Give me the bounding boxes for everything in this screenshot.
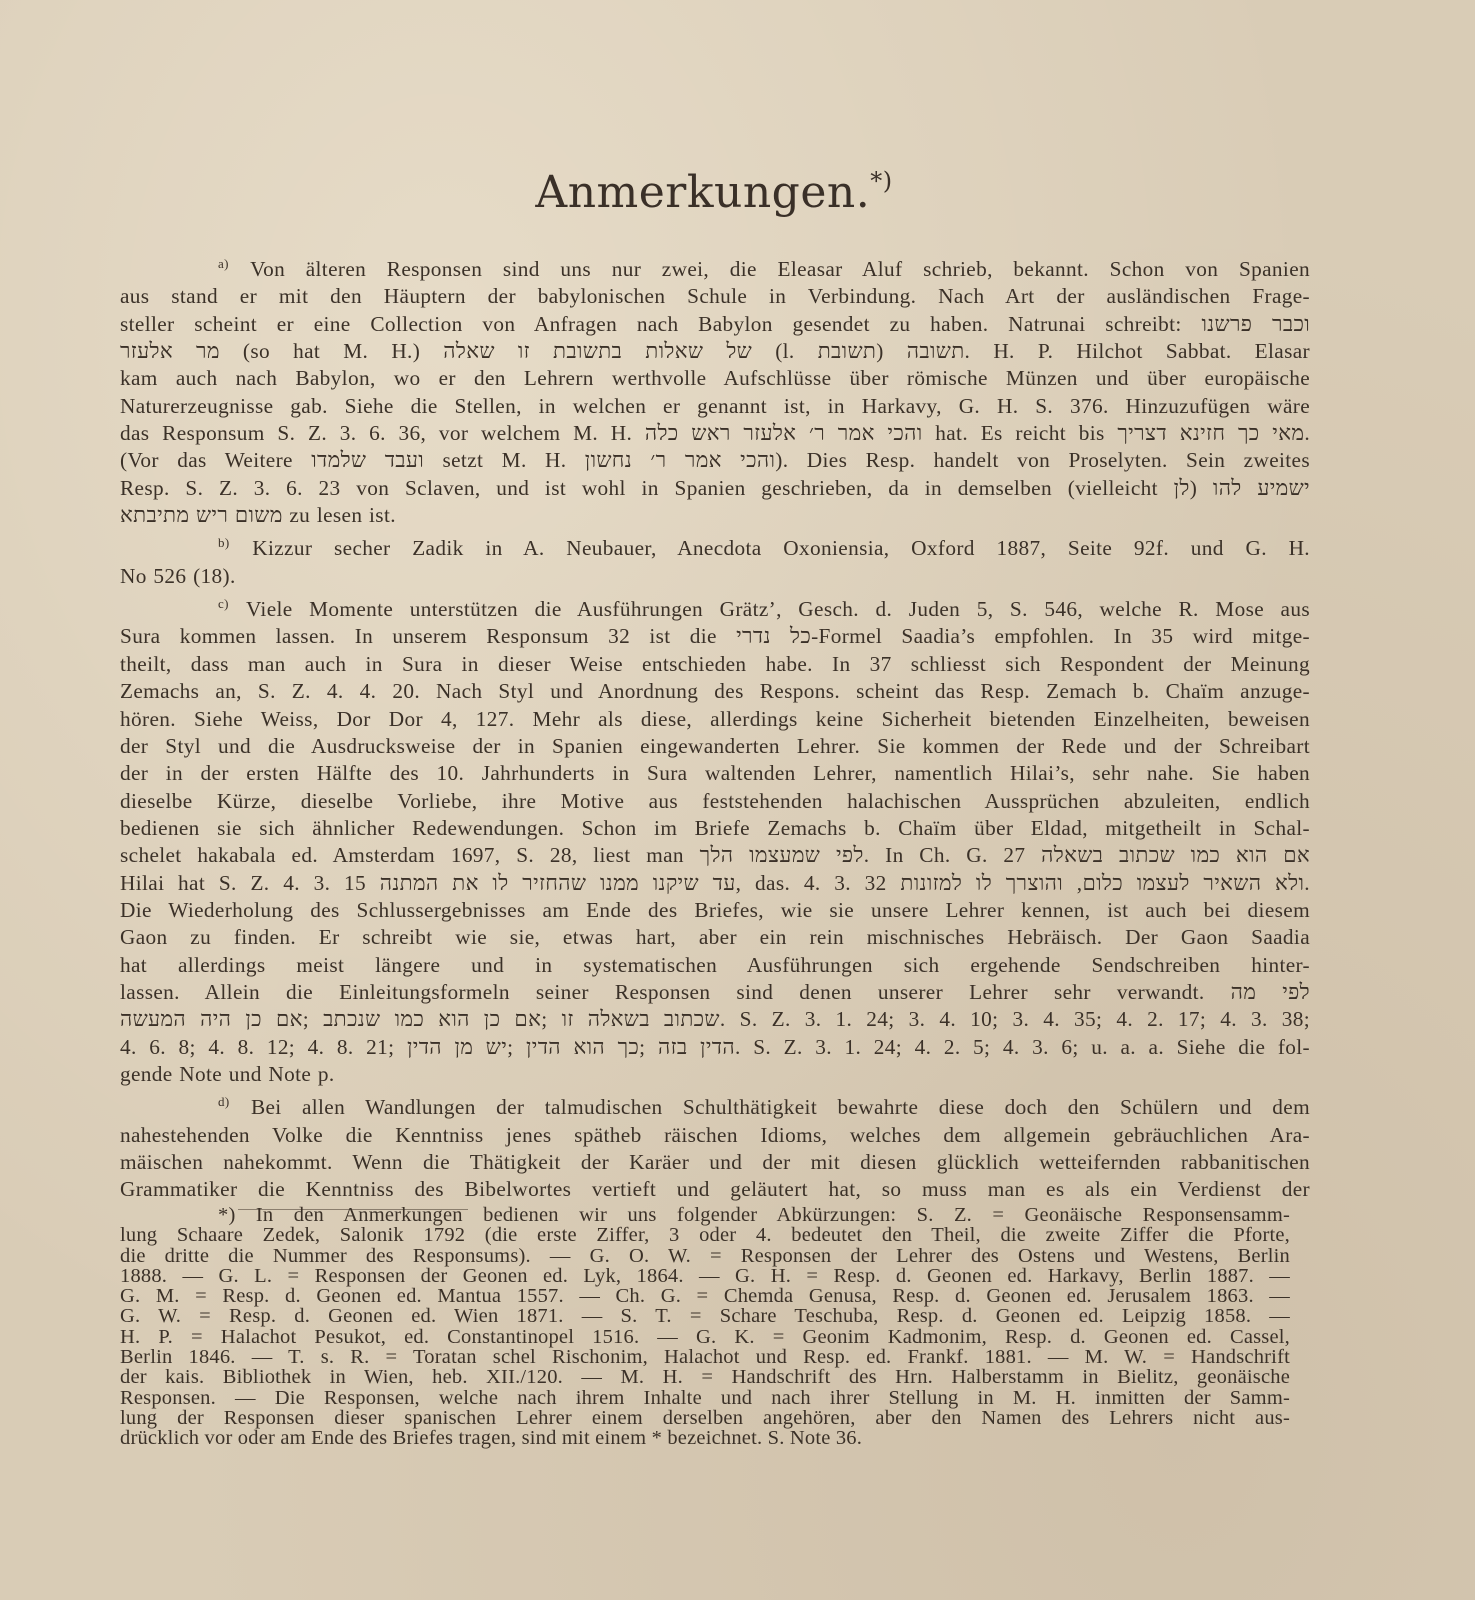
footnote-line: *) In den Anmerkungen bedienen wir uns folgender Abkürzungen: S. Z. = Geonäische Responsensamm-: [218, 1204, 1290, 1226]
footnote-line: H. P. = Halachot Pesukot, ed. Constantinopel 1516. — G. K. = Geonim Kadmonim, Resp. d. Geonen ed. Cassel,: [120, 1325, 1290, 1348]
footnote-line: lung der Responsen dieser spanischen Lehrer einem derselben angehören, aber den Namen des Lehrers nicht aus-: [120, 1406, 1290, 1429]
note-line: Die Wiederholung des Schlussergebnisses am Ende des Briefes, wie sie unsere Lehrer kennen, ist auch bei diesem: [120, 897, 1310, 922]
note-line: מר אלעזר (so hat M. H.) של שאלות בתשובת זו שאלה (l. תשובת) תשובה. H. P. Hilchot Sabbat. Elasar: [120, 339, 1310, 364]
note-line: $^{a)}$ Von älteren Responsen sind uns nur zwei, die Eleasar Aluf schrieb, bekannt. Schon von Spanien: [218, 256, 1310, 281]
note-line: משום ריש מתיבתא zu lesen ist.: [120, 503, 396, 528]
note-line: (Vor das Weitere ועבד שלמדו setzt M. H. והכי אמר ר׳ נחשון). Dies Resp. handelt von Proselyten. Sein zweites: [120, 448, 1310, 473]
note-line: 4. 6. 8; 4. 8. 12; 4. 8. 21; הדין בזה ;כך הוא הדין ;יש מן הדין. S. Z. 3. 1. 24; 4. 2. 5; 4. 3. 6; u. a. a. Siehe die fol-: [120, 1034, 1310, 1059]
note-mark: d): [218, 1094, 230, 1110]
note-line: der in der ersten Hälfte des 10. Jahrhunderts in Sura waltenden Lehrer, namentlich Hilai’s, sehr nahe. Sie haben: [120, 761, 1310, 786]
note-line: bedienen sie sich ähnlicher Redewendungen. Schon im Briefe Zemachs b. Chaïm über Eldad, mitgetheilt in Schal-: [120, 815, 1310, 840]
footnote-line: G. M. = Resp. d. Geonen ed. Mantua 1557. — Ch. G. = Chemda Genusa, Resp. d. Geonen ed. Jerusalem 1863. —: [120, 1285, 1290, 1308]
note-line: gende Note und Note p.: [120, 1061, 335, 1086]
title-footnote-mark: *): [870, 167, 893, 196]
footnote-line: die dritte die Nummer des Responsums). — G. O. W. = Responsen der Lehrer des Ostens und Westens, Berlin: [120, 1244, 1290, 1267]
footnote-line: Berlin 1846. — T. s. R. = Toratan schel Rischonim, Halachot und Resp. ed. Frankf. 1881. — M. W. = Handschrift: [120, 1346, 1290, 1369]
footnote-line: der kais. Bibliothek in Wien, heb. XII./120. — M. H. = Handschrift des Hrn. Halberstamm in Bielitz, geonäische: [120, 1366, 1290, 1389]
page-title: [118, 167, 1310, 218]
note-line: Sura kommen lassen. In unserem Responsum 32 ist die כל נדרי-Formel Saadia’s empfohlen. In 35 wird mitge-: [120, 624, 1310, 649]
footnote-line: 1888. — G. L. = Responsen der Geonen ed. Lyk, 1864. — G. H. = Resp. d. Geonen ed. Harkavy, Berlin 1887. —: [120, 1264, 1290, 1287]
note-b: [120, 529, 1310, 590]
note-line: dieselbe Kürze, dieselbe Vorliebe, ihre Motive aus feststehenden halachischen Aussprüchen abzuleiten, endlich: [120, 788, 1310, 813]
note-line: Grammatiker die Kenntniss des Bibelwortes vertieft und geläutert hat, so muss man es als ein Verdienst der: [120, 1177, 1310, 1202]
notes-body: [120, 250, 1310, 1204]
note-mark: c): [218, 596, 229, 612]
footnote-mark: *): [218, 1204, 236, 1226]
footnote-line: G. W. = Resp. d. Geonen ed. Wien 1871. — S. T. = Schare Teschuba, Resp. d. Geonen ed. Leipzig 1858. —: [120, 1305, 1290, 1328]
note-line: Zemachs an, S. Z. 4. 4. 20. Nach Styl und Anordnung des Respons. scheint das Resp. Zemach b. Chaïm anzuge-: [120, 679, 1310, 704]
note-line: hat allerdings meist längere und in systematischen Ausführungen sich ergehende Sendschreiben hinter-: [120, 952, 1310, 977]
note-line: steller scheint er eine Collection von Anfragen nach Babylon gesendet zu haben. Natrunai schreibt: וכבר פרשנו: [120, 311, 1311, 336]
note-mark: b): [218, 535, 230, 551]
note-line: $^{b)}$ Kizzur secher Zadik in A. Neubauer, Anecdota Oxoniensia, Oxford 1887, Seite 92f. und G. H.: [218, 535, 1310, 561]
note-line: $^{d)}$ Bei allen Wandlungen der talmudischen Schulthätigkeit bewahrte diese doch den Schülern und dem: [218, 1094, 1310, 1120]
note-c: [120, 590, 1310, 1088]
note-a: [120, 250, 1310, 529]
note-line: lassen. Allein die Einleitungsformeln seiner Responsen sind denen unserer Lehrer sehr verwandt. לפי מה: [120, 979, 1310, 1004]
footnote-line: lung Schaare Zedek, Salonik 1792 (die erste Ziffer, 3 oder 4. bedeutet den Theil, die zweite Ziffer die Pforte,: [120, 1224, 1290, 1247]
note-line: No 526 (18).: [120, 563, 236, 588]
note-line: Hilai hat S. Z. 4. 3. 15 עד שיקנו ממנו שהחזיר לו את המתנה, das. 4. 3. 32 ולא השאיר לעצמו כלום, והוצרך לו למזונות.: [120, 870, 1310, 895]
note-line: theilt, dass man auch in Sura in dieser Weise entschieden habe. In 37 schliesst sich Respondent der Meinung: [120, 651, 1310, 676]
note-line: שכתוב בשאלה זו ;אם כן הוא כמו שנכתב ;אם כן היה המעשה. S. Z. 3. 1. 24; 3. 4. 10; 3. 4. 35; 4. 2. 17; 4. 3. 38;: [120, 1007, 1310, 1032]
note-line: kam auch nach Babylon, wo er den Lehrern werthvolle Aufschlüsse über römische Münzen und über europäische: [120, 366, 1310, 391]
note-line: Naturerzeugnisse gab. Siehe die Stellen, in welchen er genannt ist, in Harkavy, G. H. S. 376. Hinzuzufügen wäre: [120, 393, 1310, 418]
note-line: aus stand er mit den Häuptern der babylonischen Schule in Verbindung. Nach Art der ausländischen Frage-: [120, 284, 1310, 309]
note-line: Gaon zu finden. Er schreibt wie sie, etwas hart, aber ein rein mischnisches Hebräisch. Der Gaon Saadia: [120, 925, 1310, 950]
footnote-abbreviations: [120, 1205, 1290, 1449]
note-line: $^{c)}$ Viele Momente unterstützen die Ausführungen Grätz’, Gesch. d. Juden 5, S. 546, welche R. Mose aus: [218, 596, 1310, 622]
note-line: der Styl und die Ausdrucksweise der in Spanien eingewanderten Lehrer. Sie kommen der Rede und der Schreibart: [120, 733, 1310, 758]
note-line: mäischen nahekommt. Wenn die Thätigkeit der Karäer und der mit diesen glücklich wetteifernden rabbanitischen: [120, 1150, 1310, 1174]
note-line: das Responsum S. Z. 3. 6. 36, vor welchem M. H. והכי אמר ר׳ אלעזר ראש כלה hat. Es reicht bis מאי כך חזינא דצריך.: [120, 421, 1311, 446]
note-line: Resp. S. Z. 3. 6. 23 von Sclaven, und ist wohl in Spanien geschrieben, da in demselben (vielleicht לן) ישמיע להו: [120, 475, 1310, 500]
footnote-line: drücklich vor oder am Ende des Briefes tragen, sind mit einem * bezeichnet. S. Note 36.: [120, 1427, 863, 1450]
note-line: nahestehenden Volke die Kenntniss jenes spätheb räischen Idioms, welches dem allgemein gebräuchlichen Ara-: [120, 1122, 1310, 1147]
title-text: Anmerkungen.: [535, 167, 871, 219]
note-line: schelet hakabala ed. Amsterdam 1697, S. 28, liest man לפי שמעצמו הלך. In Ch. G. 27 אם הוא כמו שכתוב בשאלה: [120, 843, 1310, 868]
note-line: hören. Siehe Weiss, Dor Dor 4, 127. Mehr als diese, allerdings keine Sicherheit bietenden Einzelheiten, beweisen: [120, 706, 1310, 731]
footnote-line: Responsen. — Die Responsen, welche nach ihrem Inhalte und nach ihrer Stellung in M. H. inmitten der Samm-: [120, 1386, 1290, 1409]
note-mark: a): [218, 256, 229, 271]
note-d: [120, 1088, 1310, 1203]
